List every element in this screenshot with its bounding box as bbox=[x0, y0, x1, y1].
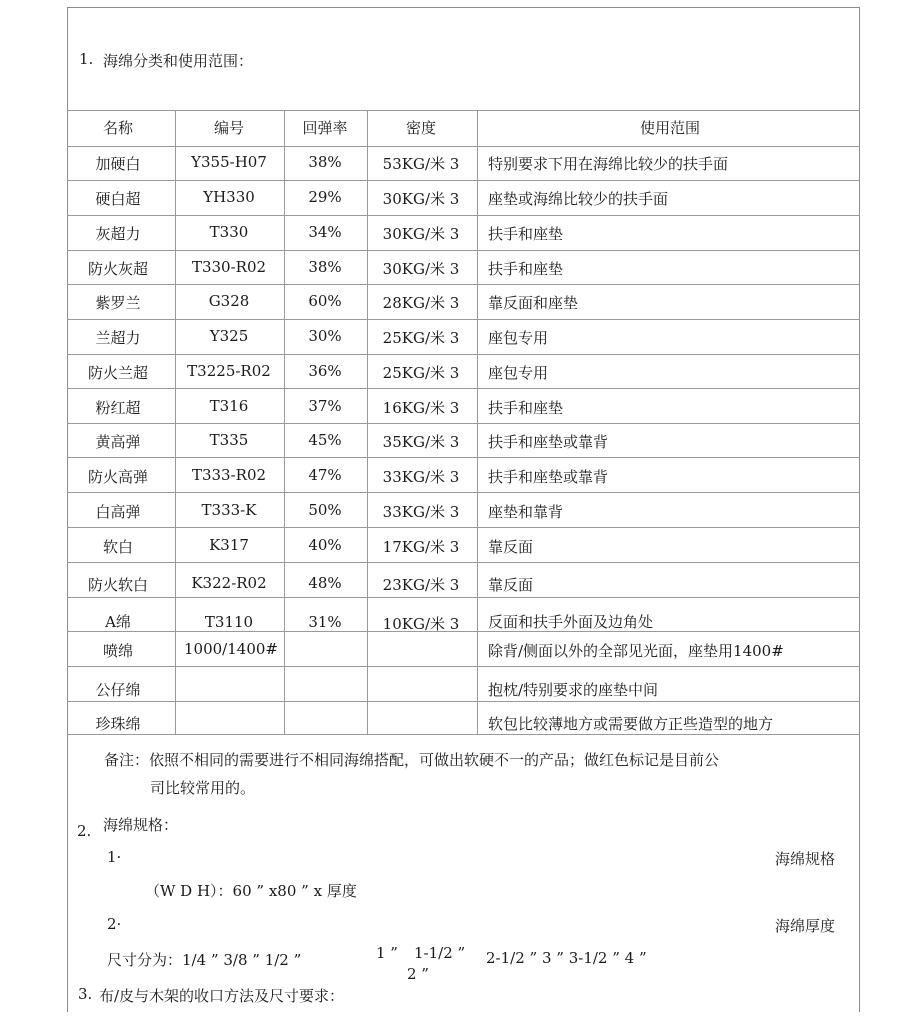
table-rule bbox=[67, 423, 860, 424]
table-rule bbox=[67, 319, 860, 320]
section-3-number: 3. bbox=[78, 985, 93, 1003]
cell-code: Y325 bbox=[209, 327, 249, 345]
table-rule bbox=[67, 146, 860, 147]
cell-usage: 软包比较薄地方或需要做方正些造型的地方 bbox=[488, 715, 774, 733]
cell-rebound: 47% bbox=[308, 466, 342, 484]
cell-name: 灰超力 bbox=[95, 225, 141, 243]
document-frame bbox=[67, 7, 860, 1012]
cell-code: 1000/1400# bbox=[184, 640, 278, 658]
table-column-rule bbox=[284, 110, 285, 734]
cell-name: 喷绵 bbox=[102, 642, 134, 660]
cell-rebound: 38% bbox=[308, 258, 342, 276]
table-rule bbox=[67, 215, 860, 216]
table-rule bbox=[67, 631, 860, 632]
cell-usage: 扶手和座垫 bbox=[488, 225, 564, 243]
cell-name: A绵 bbox=[105, 613, 131, 631]
cell-code: YH330 bbox=[203, 188, 255, 206]
thickness-sizes-rest: 2-1/2 ” 3 ” 3-1/2 ” 4 ” bbox=[486, 949, 647, 967]
note-line-1: 备注：依照不相同的需要进行不相同海绵搭配，可做出软硬不一的产品；做红色标记是目前公 bbox=[104, 751, 720, 769]
cell-usage: 反面和扶手外面及边角处 bbox=[488, 613, 654, 631]
cell-rebound: 29% bbox=[308, 188, 342, 206]
cell-usage: 靠反面和座垫 bbox=[488, 294, 579, 312]
cell-density: 25KG/米 3 bbox=[382, 364, 460, 382]
cell-code: T316 bbox=[209, 397, 249, 415]
cell-name: 珍珠绵 bbox=[95, 715, 141, 733]
cell-rebound: 48% bbox=[308, 574, 342, 592]
spec-item-1-number: 1· bbox=[107, 848, 122, 866]
spec-item-2-label: 海绵厚度 bbox=[775, 917, 836, 935]
cell-name: 防火兰超 bbox=[87, 364, 149, 382]
cell-name: 公仔绵 bbox=[95, 681, 141, 699]
cell-rebound: 50% bbox=[308, 501, 342, 519]
cell-density: 33KG/米 3 bbox=[382, 468, 460, 486]
table-rule bbox=[67, 388, 860, 389]
cell-usage: 扶手和座垫 bbox=[488, 260, 564, 278]
cell-name: 防火灰超 bbox=[87, 260, 149, 278]
cell-code: T330-R02 bbox=[191, 258, 267, 276]
cell-name: 粉红超 bbox=[95, 399, 141, 417]
cell-density: 23KG/米 3 bbox=[382, 576, 460, 594]
cell-name: 加硬白 bbox=[95, 155, 141, 173]
cell-name: 防火高弹 bbox=[87, 468, 149, 486]
cell-code: G328 bbox=[208, 292, 250, 310]
cell-density: 30KG/米 3 bbox=[382, 260, 460, 278]
cell-rebound: 30% bbox=[308, 327, 342, 345]
table-rule bbox=[67, 250, 860, 251]
cell-code: Y355-H07 bbox=[191, 153, 267, 171]
cell-density: 53KG/米 3 bbox=[382, 155, 460, 173]
table-rule bbox=[67, 457, 860, 458]
table-rule bbox=[67, 734, 860, 735]
cell-usage: 抱枕/特别要求的座垫中间 bbox=[488, 681, 659, 699]
spec-item-1-label: 海绵规格 bbox=[775, 850, 836, 868]
thickness-size-1: 1 ” bbox=[376, 944, 398, 962]
table-rule bbox=[67, 562, 860, 563]
cell-density: 30KG/米 3 bbox=[382, 225, 460, 243]
cell-rebound: 31% bbox=[308, 613, 342, 631]
cell-density: 25KG/米 3 bbox=[382, 329, 460, 347]
cell-code: T335 bbox=[209, 431, 249, 449]
table-rule bbox=[67, 666, 860, 667]
header-usage: 使用范围 bbox=[639, 119, 701, 137]
cell-usage: 靠反面 bbox=[488, 576, 534, 594]
header-density: 密度 bbox=[405, 119, 437, 137]
cell-density: 17KG/米 3 bbox=[382, 538, 460, 556]
cell-code: T330 bbox=[209, 223, 249, 241]
cell-rebound: 36% bbox=[308, 362, 342, 380]
table-column-rule bbox=[175, 110, 176, 734]
thickness-size-1-half: 1-1/2 ” bbox=[414, 944, 466, 962]
table-rule bbox=[67, 492, 860, 493]
cell-usage: 靠反面 bbox=[488, 538, 534, 556]
table-rule bbox=[67, 527, 860, 528]
cell-usage: 座包专用 bbox=[488, 364, 549, 382]
cell-usage: 座垫和靠背 bbox=[488, 503, 564, 521]
thickness-size-2: 2 ” bbox=[407, 965, 429, 983]
cell-code: T333-R02 bbox=[191, 466, 267, 484]
cell-density: 16KG/米 3 bbox=[382, 399, 460, 417]
cell-name: 防火软白 bbox=[87, 576, 149, 594]
section-2-title: 海绵规格： bbox=[103, 816, 179, 834]
cell-usage: 座包专用 bbox=[488, 329, 549, 347]
cell-rebound: 60% bbox=[308, 292, 342, 310]
spec-item-2-number: 2· bbox=[107, 915, 122, 933]
section-2-number: 2. bbox=[77, 822, 92, 840]
section-3-title: 布/皮与木架的收口方法及尺寸要求： bbox=[99, 987, 345, 1005]
thickness-sizes-prefix: 尺寸分为：1/4 ” 3/8 ” 1/2 ” bbox=[107, 951, 302, 969]
header-name: 名称 bbox=[102, 119, 134, 137]
table-rule bbox=[67, 110, 860, 111]
header-code: 编号 bbox=[213, 119, 245, 137]
cell-usage: 特别要求下用在海绵比较少的扶手面 bbox=[488, 155, 729, 173]
cell-density: 35KG/米 3 bbox=[382, 433, 460, 451]
cell-density: 30KG/米 3 bbox=[382, 190, 460, 208]
table-rule bbox=[67, 180, 860, 181]
section-1-number: 1. bbox=[79, 50, 94, 68]
cell-code: K317 bbox=[209, 536, 249, 554]
table-column-rule bbox=[367, 110, 368, 734]
cell-code: K322-R02 bbox=[191, 574, 267, 592]
table-column-rule bbox=[477, 110, 478, 734]
header-rebound: 回弹率 bbox=[302, 119, 348, 137]
cell-rebound: 45% bbox=[308, 431, 342, 449]
cell-usage: 扶手和座垫或靠背 bbox=[488, 468, 609, 486]
cell-name: 白高弹 bbox=[95, 503, 141, 521]
cell-code: T3110 bbox=[204, 613, 254, 631]
cell-density: 28KG/米 3 bbox=[382, 294, 460, 312]
table-rule bbox=[67, 597, 860, 598]
cell-code: T333-K bbox=[201, 501, 257, 519]
table-rule bbox=[67, 354, 860, 355]
cell-density: 10KG/米 3 bbox=[382, 615, 460, 633]
cell-name: 软白 bbox=[102, 538, 134, 556]
cell-rebound: 37% bbox=[308, 397, 342, 415]
table-rule bbox=[67, 284, 860, 285]
cell-name: 硬白超 bbox=[95, 190, 141, 208]
cell-usage: 除背/侧面以外的全部见光面，座垫用1400# bbox=[488, 642, 784, 660]
cell-code: T3225-R02 bbox=[187, 362, 271, 380]
cell-usage: 扶手和座垫或靠背 bbox=[488, 433, 609, 451]
cell-rebound: 38% bbox=[308, 153, 342, 171]
cell-density: 33KG/米 3 bbox=[382, 503, 460, 521]
cell-name: 黄高弹 bbox=[95, 433, 141, 451]
cell-name: 兰超力 bbox=[95, 329, 141, 347]
cell-usage: 扶手和座垫 bbox=[488, 399, 564, 417]
cell-rebound: 40% bbox=[308, 536, 342, 554]
table-rule bbox=[67, 701, 860, 702]
section-1-title: 海绵分类和使用范围： bbox=[103, 52, 254, 70]
spec-dimensions: （W D H）：60 ” x80 ” x 厚度 bbox=[145, 882, 357, 900]
note-line-2: 司比较常用的。 bbox=[150, 779, 256, 797]
cell-name: 紫罗兰 bbox=[95, 294, 141, 312]
cell-rebound: 34% bbox=[308, 223, 342, 241]
cell-usage: 座垫或海绵比较少的扶手面 bbox=[488, 190, 669, 208]
